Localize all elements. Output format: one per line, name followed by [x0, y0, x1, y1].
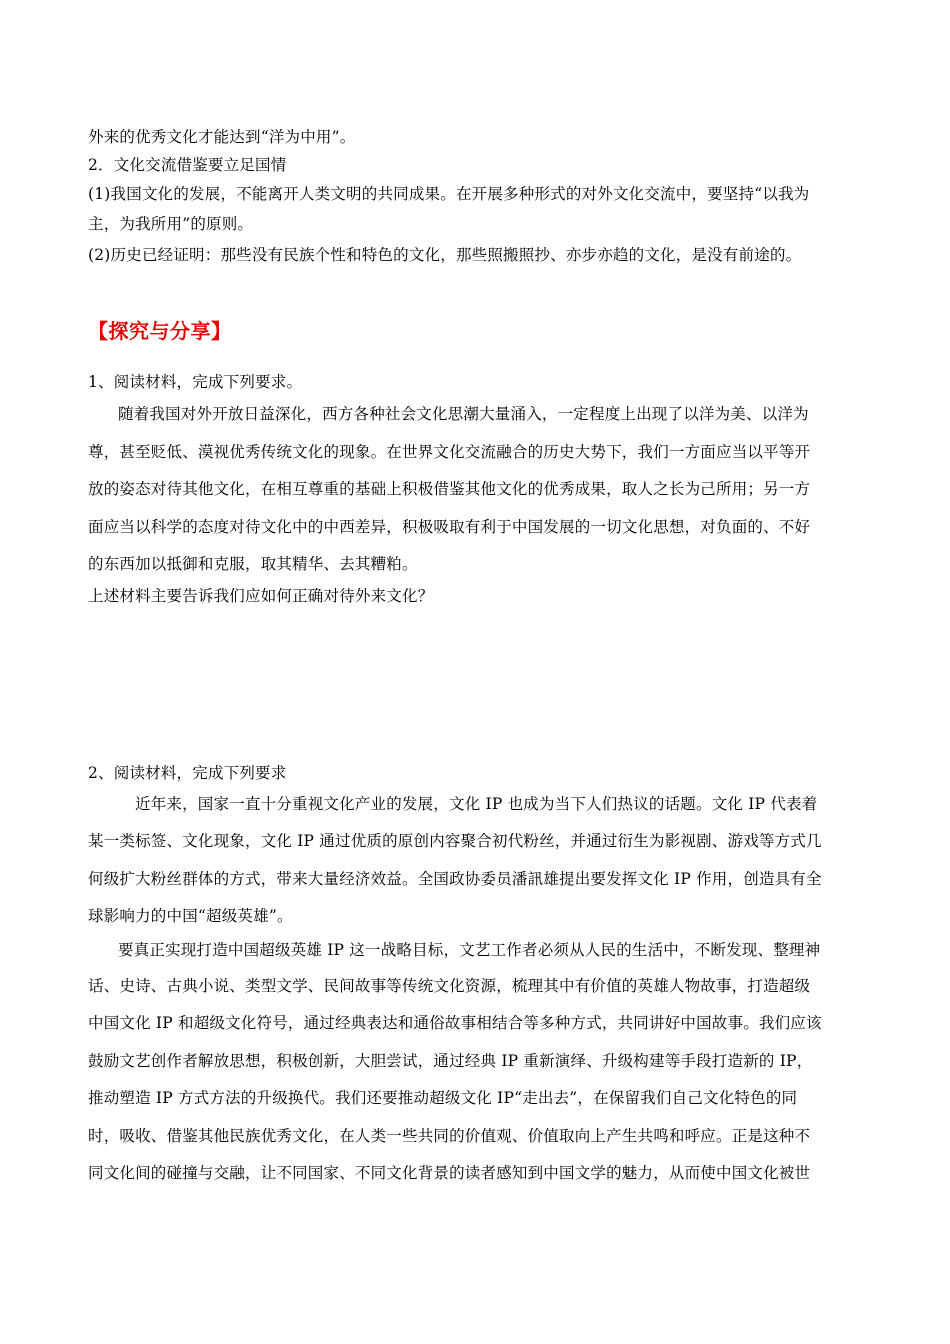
q2-p1-line-3: 何级扩大粉丝群体的方式，带来大量经济效益。全国政协委员潘訊雄提出要发挥文化 IP 作用，创造具有全 — [88, 870, 822, 888]
q1-material-line-2: 尊，甚至贬低、漠视优秀传统文化的现象。在世界文化交流融合的历史大势下，我们一方面应当以平等开 — [88, 443, 811, 461]
q1-material-line-3: 放的姿态对待其他文化，在相互尊重的基础上积极借鉴其他文化的优秀成果，取人之长为己所用；另一方 — [88, 480, 811, 498]
q2-p2-line-4: 鼓励文艺创作者解放思想，积极创新，大胆尝试，通过经典 IP 重新演绎、升级构建等手段打造新的 IP， — [88, 1052, 813, 1070]
q2-p1-line-1: 近年来，国家一直十分重视文化产业的发展，文化 IP 也成为当下人们热议的话题。文化 IP 代表着 — [135, 795, 818, 813]
q2-p1-line-4: 球影响力的中国“超级英雄”。 — [88, 907, 293, 925]
q1-material-line-5: 的东西加以抵御和克服，取其精华、去其糟粕。 — [88, 555, 418, 573]
q1-question: 上述材料主要告诉我们应如何正确对待外来文化？ — [88, 587, 434, 605]
q2-p2-line-7: 同文化间的碰撞与交融，让不同国家、不同文化背景的读者感知到中国文学的魅力，从而使中国文化被世 — [88, 1164, 811, 1182]
intro-line-2: 2．文化交流借鉴要立足国情 — [88, 156, 287, 174]
intro-line-4: 主，为我所用”的原则。 — [88, 215, 254, 233]
q1-material-line-4: 面应当以科学的态度对待文化中的中西差异，积极吸取有利于中国发展的一切文化思想，对负面的、不好 — [88, 518, 811, 536]
q1-material-line-1: 随着我国对外开放日益深化，西方各种社会文化思潮大量涌入，一定程度上出现了以洋为美、以洋为 — [118, 405, 809, 423]
q2-p2-line-5: 推动塑造 IP 方式方法的升级换代。我们还要推动超级文化 IP“走出去”，在保留我们自己文化特色的同 — [88, 1089, 798, 1107]
q2-p2-line-1: 要真正实现打造中国超级英雄 IP 这一战略目标，文艺工作者必须从人民的生活中，不断发现、整理神 — [118, 941, 821, 959]
intro-line-5: (2)历史已经证明：那些没有民族个性和特色的文化，那些照搬照抄、亦步亦趋的文化，是没有前途的。 — [88, 246, 802, 264]
intro-line-1: 外来的优秀文化才能达到“洋为中用”。 — [88, 128, 356, 146]
q2-p1-line-2: 某一类标签、文化现象，文化 IP 通过优质的原创内容聚合初代粉丝，并通过衍生为影视剧、游戏等方式几 — [88, 832, 822, 850]
q2-p2-line-3: 中国文化 IP 和超级文化符号，通过经典表达和通俗故事相结合等多种方式，共同讲好中国故事。我们应该 — [88, 1014, 822, 1032]
intro-line-3: (1)我国文化的发展，不能离开人类文明的共同成果。在开展多种形式的对外文化交流中，要坚持“以我为 — [88, 185, 810, 203]
section-title: 【探究与分享】 — [88, 319, 232, 343]
q1-prompt: 1、阅读材料，完成下列要求。 — [88, 373, 303, 391]
q2-p2-line-2: 话、史诗、古典小说、类型文学、民间故事等传统文化资源，梳理其中有价值的英雄人物故事，打造超级 — [88, 977, 811, 995]
q2-p2-line-6: 时，吸收、借鉴其他民族优秀文化，在人类一些共同的价值观、价值取向上产生共鸣和呼应。正是这种不 — [88, 1127, 811, 1145]
q2-prompt: 2、阅读材料，完成下列要求 — [88, 764, 287, 782]
